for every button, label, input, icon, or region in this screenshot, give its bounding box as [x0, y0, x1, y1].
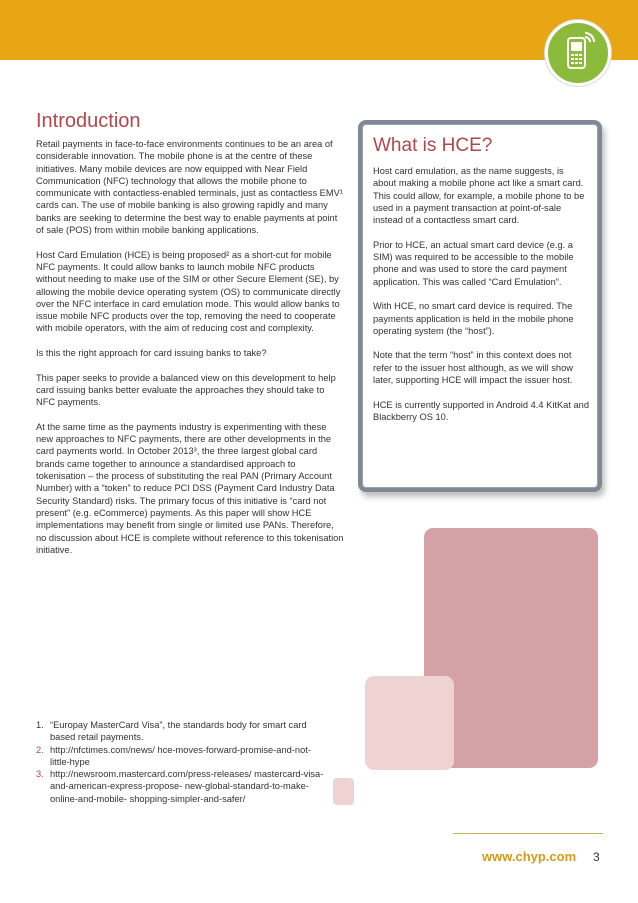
- intro-paragraph: Is this the right approach for card issuing banks to take?: [36, 348, 267, 359]
- footer-url-link[interactable]: www.chyp.com: [482, 849, 577, 864]
- footnote-number: 1.: [36, 720, 44, 730]
- footnote-number: 2.: [36, 744, 44, 755]
- panel-paragraph: Prior to HCE, an actual smart card device (e.g. a SIM) was required to be accessible to the mobile phone and was used to store the card payment application. This was called “Card Emulation”.: [373, 239, 574, 287]
- section-heading: Introduction: [36, 110, 141, 132]
- decorative-square-medium: [365, 676, 454, 770]
- footnote-item: [36, 768, 326, 805]
- decorative-square-small: [333, 778, 354, 805]
- panel-title: What is HCE?: [373, 135, 493, 156]
- mobile-phone-icon: [545, 20, 611, 86]
- intro-paragraph: Retail payments in face-to-face environments continues to be an area of considerable innovation. The mobile phone is at the centre of these initiatives. Many mobile devices are now equipped with Near Field Communication (NFC) technology that allows the mobile phone to communicate with contactless-enabled terminals, just as contactless EMV¹ cards can. The use of mobile banking is also growing rapidly and many banks are seeking to determine the best way to enable payments at point of sale (POS) from within mobile banking applications.: [36, 139, 343, 236]
- panel-paragraph: With HCE, no smart card device is required. The payments application is held in the mobile phone operating system (the “host”).: [373, 301, 574, 336]
- panel-paragraph: Host card emulation, as the name suggests, is about making a mobile phone act like a smart card. This could allow, for example, a mobile phone to be used in a payment transaction at point-of-sale instead of a contactless smart card.: [373, 166, 585, 226]
- intro-paragraph: At the same time as the payments industry is experimenting with these new approaches to NFC payments, there are other developments in the card payments world. In October 2013³, the three largest global card brands came together to announce a standardised approach to tokenisation – the process of substituting the real PAN (Primary Account Number) with a “token” to reduce PCI DSS (Payment Card Industry Data Security Standard) risks. The primary focus of this initiative is “card not present” (e.g. eCommerce) payments. As this paper will show HCE implementations may benefit from single or limited use PANs. Therefore, no discussion about HCE is complete without reference to this tokenisation initiative.: [36, 421, 344, 555]
- footnote-text: http://nfctimes.com/news/ hce-moves-forward-promise-and-not-little-hype: [50, 744, 311, 767]
- footer-divider: [453, 833, 603, 834]
- intro-paragraph: This paper seeks to provide a balanced view on this development to help card issuing banks better evaluate the approaches they should take to NFC payments.: [36, 372, 336, 408]
- footnote-item: [36, 719, 326, 744]
- what-is-hce-panel: [362, 124, 598, 488]
- footnote-text: http://newsroom.mastercard.com/press-releases/ mastercard-visa-and-american-express-propose- new-global-standard-to-make-online-and-mobile- shopping-simpler-and-safer/: [50, 769, 324, 804]
- footnote-text: “Europay MasterCard Visa”, the standards body for smart card based retail payments.: [50, 720, 307, 743]
- intro-body: [36, 138, 346, 568]
- footnotes-list: [36, 719, 326, 805]
- footnote-number: 3.: [36, 769, 44, 780]
- panel-paragraph: HCE is currently supported in Android 4.4 KitKat and Blackberry OS 10.: [373, 399, 590, 422]
- intro-paragraph: Host Card Emulation (HCE) is being proposed² as a short-cut for mobile NFC payments. It could allow banks to launch mobile NFC products without needing to make use of the SIM or other Secure Element (SE), by allowing the mobile device operating system (OS) to communicate directly over the NFC interface in card emulation mode. This would allow banks to issue mobile NFC products over the top, removing the need to cooperate with mobile operators, with the aim of reducing cost and complexity.: [36, 249, 341, 334]
- panel-paragraph: Note that the term “host” in this context does not refer to the issuer host although, as we will show later, supporting HCE will impact the issuer host.: [373, 350, 573, 386]
- top-banner: [0, 0, 638, 60]
- footnote-item: [36, 744, 326, 769]
- page-number: 3: [593, 850, 600, 864]
